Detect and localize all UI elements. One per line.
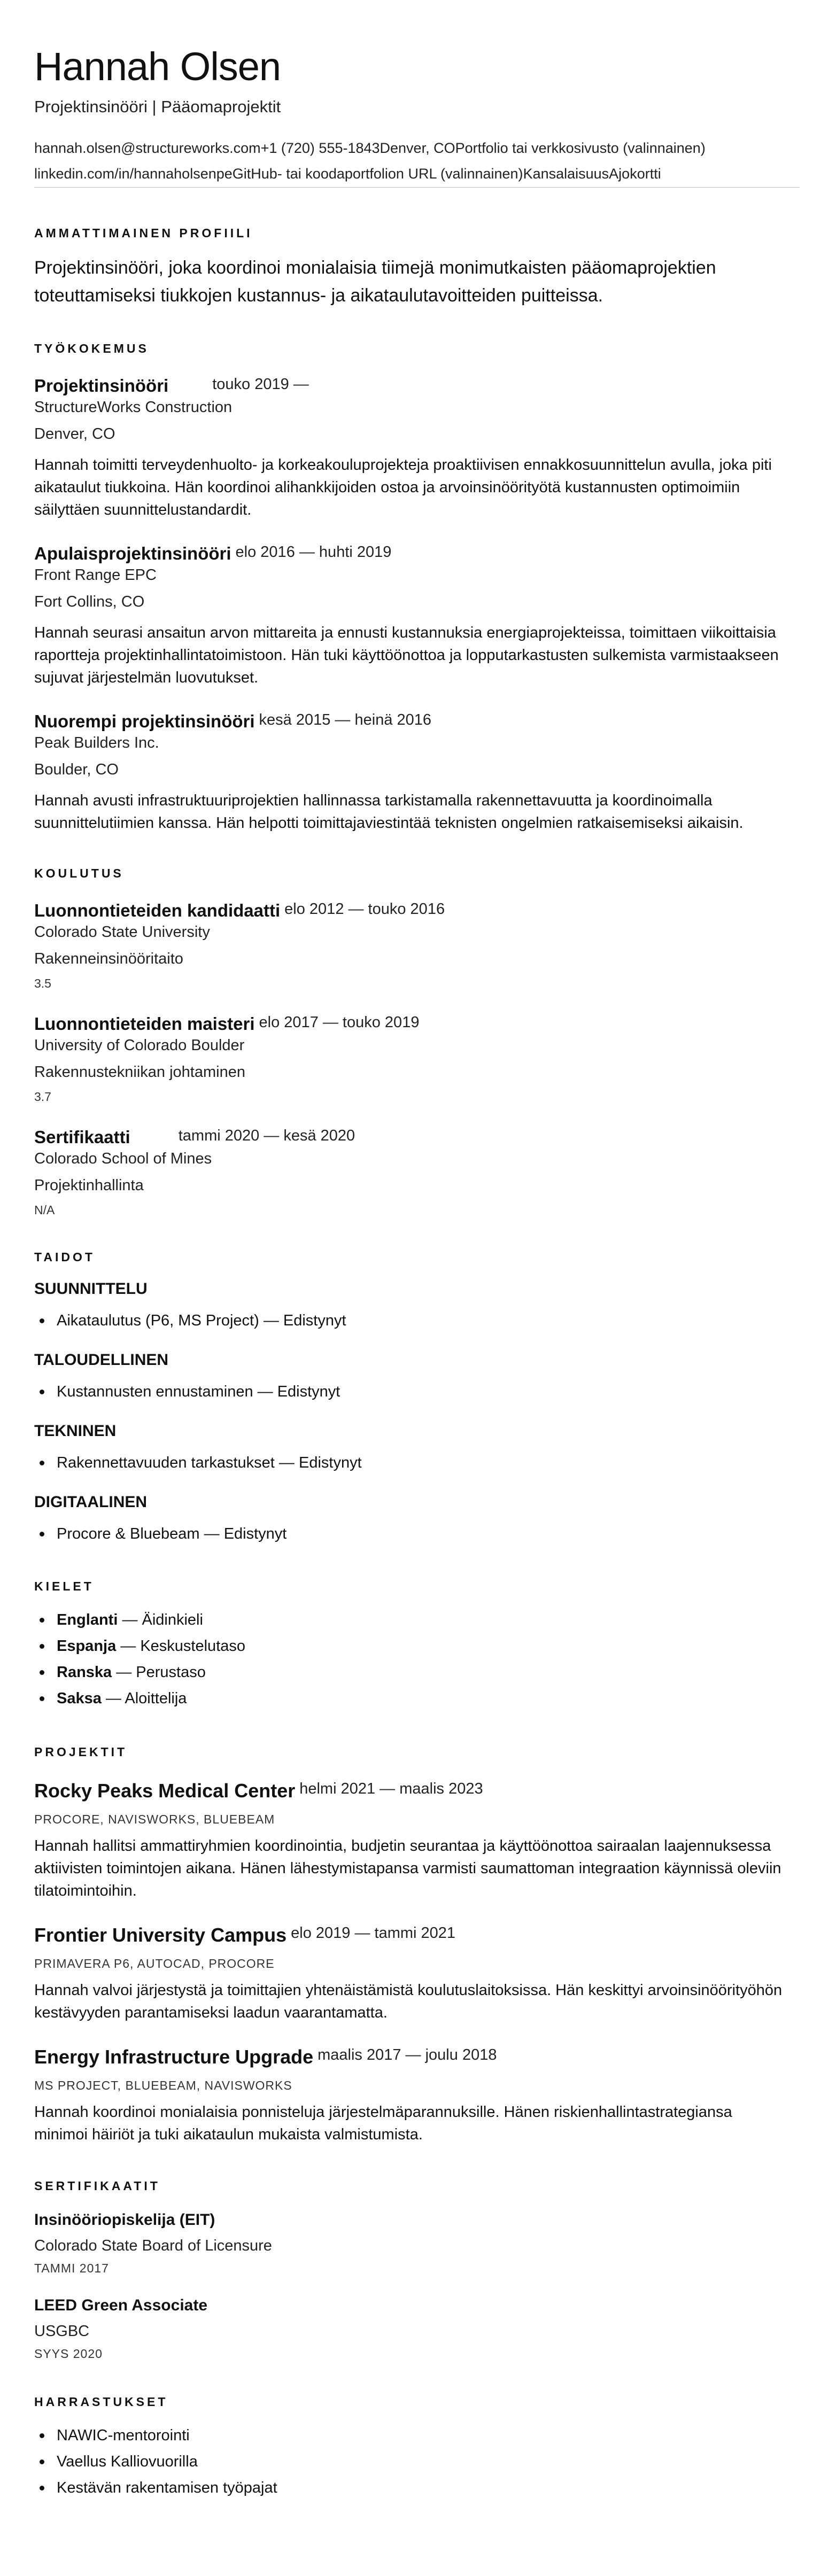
certification-issuer: Colorado State Board of Licensure bbox=[34, 2237, 272, 2254]
resume-header bbox=[0, 0, 821, 183]
skill-list bbox=[34, 1521, 787, 1547]
school-name: University of Colorado Boulder bbox=[34, 1037, 245, 1054]
skill-category: TALOUDELLINEN bbox=[34, 1351, 169, 1369]
project-date: elo 2019 — tammi 2021 bbox=[291, 1925, 456, 1942]
language-item bbox=[34, 1607, 787, 1633]
experience-item bbox=[34, 710, 787, 834]
skill-list bbox=[34, 1379, 787, 1405]
project-description: Hannah valvoi järjestystä ja toimittajien yhtenäistämistä koulutuslaitoksissa. Hän keskittyi arvoinsinöörityöhön kestävyyden parantamiseksi laadun vaarantamatta. bbox=[34, 1982, 783, 2021]
project-item bbox=[34, 2045, 787, 2146]
job-date: touko 2019 — bbox=[212, 376, 309, 393]
language-level: — Äidinkieli bbox=[118, 1611, 203, 1628]
interest-list bbox=[34, 2423, 787, 2501]
language-name: Saksa bbox=[57, 1690, 102, 1707]
project-description: Hannah koordinoi monialaisia ponnisteluja järjestelmäparannuksille. Hänen riskienhallintastrategiansa minimoi häiriöt ja tuki aikataulun mukaista valmistumista. bbox=[34, 2104, 732, 2143]
education-section bbox=[0, 865, 821, 1218]
job-description: Hannah toimitti terveydenhuolto- ja korkeakouluprojekteja proaktiivisen ennakkosuunnittelun avulla, joka piti aikataulut tiukkoina. Hän koordinoi alihankkijoiden ostoa ja arvoinsinöörityötä kustannusten optimoimiin säilyttäen suunnittelustandardit. bbox=[34, 456, 772, 518]
grade: 3.5 bbox=[34, 976, 51, 990]
job-title: Nuorempi projektinsinööri bbox=[34, 711, 255, 731]
contact-line-1 bbox=[34, 139, 787, 157]
certification-issuer: USGBC bbox=[34, 2323, 90, 2340]
language-name: Espanja bbox=[57, 1638, 117, 1655]
job-date: elo 2016 — huhti 2019 bbox=[235, 544, 392, 561]
education-item bbox=[34, 1126, 787, 1218]
section-title-skills: TAIDOT bbox=[34, 1250, 95, 1264]
degree-title: Luonnontieteiden maisteri bbox=[34, 1014, 255, 1034]
degree-date: elo 2017 — touko 2019 bbox=[259, 1014, 420, 1031]
skill-category: DIGITAALINEN bbox=[34, 1493, 148, 1511]
certification-date: TAMMI 2017 bbox=[34, 2261, 109, 2275]
field-of-study: Projektinhallinta bbox=[34, 1177, 144, 1194]
language-level: — Perustaso bbox=[112, 1664, 206, 1681]
experience-item bbox=[34, 542, 787, 689]
contact-phone[interactable]: +1 (720) 555-1843 bbox=[260, 140, 380, 156]
skill-item: Aikataulutus (P6, MS Project) — Edistynyt bbox=[34, 1308, 787, 1334]
section-title-interests: HARRASTUKSET bbox=[34, 2395, 168, 2409]
summary-text: Projektinsinööri, joka koordinoi monialaisia tiimejä monimutkaisten pääomaprojektien toteuttamiseksi tiukkojen kustannus- ja aikataulutavoitteiden puitteissa. bbox=[34, 258, 716, 306]
summary-section bbox=[0, 225, 821, 309]
certifications-section bbox=[0, 2178, 821, 2362]
project-item bbox=[34, 1779, 787, 1902]
interest-item: Kestävän rakentamisen työpajat bbox=[34, 2475, 787, 2501]
contact-line-2 bbox=[34, 165, 787, 183]
degree-title: Sertifikaatti bbox=[34, 1127, 130, 1147]
projects-section bbox=[0, 1744, 821, 2146]
contact-license: Ajokortti bbox=[609, 166, 661, 182]
section-title-certifications: SERTIFIKAATIT bbox=[34, 2179, 160, 2193]
school-name: Colorado School of Mines bbox=[34, 1150, 212, 1167]
project-name: Rocky Peaks Medical Center bbox=[34, 1780, 296, 1802]
skills-section bbox=[0, 1249, 821, 1547]
job-location: Boulder, CO bbox=[34, 761, 119, 778]
degree-date: tammi 2020 — kesä 2020 bbox=[178, 1127, 355, 1144]
headline: Projektinsinööri | Pääomaprojektit bbox=[34, 97, 281, 116]
contact-github[interactable]: peGitHub- tai koodaportfolion URL (valinnainen) bbox=[216, 166, 523, 182]
field-of-study: Rakennustekniikan johtaminen bbox=[34, 1064, 245, 1081]
job-description: Hannah seurasi ansaitun arvon mittareita ja ennusti kustannuksia energiaprojekteissa, toimittaen viikoittaisia raportteja projektinhallintatoimistoon. Hän tuki käyttöönottoa ja lopputarkastusten sulkemista varmistaakseen sujuvat järjestelmän luovutukset. bbox=[34, 624, 779, 686]
degree-title: Luonnontieteiden kandidaatti bbox=[34, 901, 281, 920]
job-title: Apulaisprojektinsinööri bbox=[34, 544, 231, 563]
language-item bbox=[34, 1633, 787, 1659]
school-name: Colorado State University bbox=[34, 924, 210, 941]
certification-date: SYYS 2020 bbox=[34, 2347, 103, 2361]
field-of-study: Rakenneinsinööritaito bbox=[34, 950, 183, 967]
candidate-name: Hannah Olsen bbox=[34, 44, 281, 89]
skill-list bbox=[34, 1308, 787, 1334]
skill-category: TEKNINEN bbox=[34, 1422, 117, 1440]
section-title-projects: PROJEKTIT bbox=[34, 1745, 128, 1759]
section-title-summary: AMMATTIMAINEN PROFIILI bbox=[34, 226, 253, 240]
section-title-education: KOULUTUS bbox=[34, 866, 124, 880]
job-date: kesä 2015 — heinä 2016 bbox=[259, 711, 432, 728]
certification-name: Insinööriopiskelija (EIT) bbox=[34, 2211, 215, 2229]
project-description: Hannah hallitsi ammattiryhmien koordinointia, budjetin seurantaa ja käyttöönottoa sairaalan laajennuksessa aktiivisten toimintojen aikana. Hänen lähestymistapansa varmisti saumattoman integraation käynnissä oleviin tilatoimintoihin. bbox=[34, 1837, 781, 1899]
language-item bbox=[34, 1686, 787, 1712]
certification-item bbox=[34, 2295, 787, 2362]
project-date: helmi 2021 — maalis 2023 bbox=[299, 1780, 483, 1797]
job-company: StructureWorks Construction bbox=[34, 399, 233, 416]
grade: 3.7 bbox=[34, 1090, 51, 1104]
experience-section bbox=[0, 340, 821, 834]
certification-item bbox=[34, 2210, 787, 2276]
interest-item: NAWIC-mentorointi bbox=[34, 2423, 787, 2449]
certification-name: LEED Green Associate bbox=[34, 2296, 208, 2314]
skill-item: Procore & Bluebeam — Edistynyt bbox=[34, 1521, 787, 1547]
section-title-languages: KIELET bbox=[34, 1579, 94, 1593]
project-name: Energy Infrastructure Upgrade bbox=[34, 2046, 314, 2068]
language-item bbox=[34, 1659, 787, 1686]
languages-section bbox=[0, 1578, 821, 1712]
education-item bbox=[34, 899, 787, 991]
grade: N/A bbox=[34, 1203, 55, 1217]
language-list bbox=[34, 1607, 787, 1712]
language-level: — Keskustelutaso bbox=[116, 1638, 246, 1655]
job-company: Front Range EPC bbox=[34, 567, 157, 584]
project-tools: PROCORE, NAVISWORKS, BLUEBEAM bbox=[34, 1812, 275, 1826]
section-title-experience: TYÖKOKEMUS bbox=[34, 342, 149, 355]
contact-location: Denver, CO bbox=[379, 140, 455, 156]
job-description: Hannah avusti infrastruktuuriprojektien hallinnassa tarkistamalla rakennettavuutta ja koordinoimalla suunnittelutiimien kanssa. Hän helpotti toimittajaviestintää teknisten ongelmien ratkaisemiseksi aikaisin. bbox=[34, 792, 743, 832]
skill-category: SUUNNITTELU bbox=[34, 1280, 148, 1298]
job-location: Fort Collins, CO bbox=[34, 593, 145, 610]
degree-date: elo 2012 — touko 2016 bbox=[284, 901, 445, 918]
project-tools: MS PROJECT, BLUEBEAM, NAVISWORKS bbox=[34, 2078, 292, 2092]
job-company: Peak Builders Inc. bbox=[34, 734, 159, 751]
skill-item: Rakennettavuuden tarkastukset — Edistynyt bbox=[34, 1450, 787, 1476]
language-name: Englanti bbox=[57, 1611, 118, 1628]
education-item bbox=[34, 1013, 787, 1105]
contact-email[interactable]: hannah.olsen@structureworks.com bbox=[34, 140, 261, 156]
skill-list bbox=[34, 1450, 787, 1476]
experience-item bbox=[34, 375, 787, 521]
language-name: Ranska bbox=[57, 1664, 112, 1681]
job-location: Denver, CO bbox=[34, 425, 115, 443]
contact-linkedin[interactable]: linkedin.com/in/hannaholsen bbox=[34, 166, 216, 182]
project-tools: PRIMAVERA P6, AUTOCAD, PROCORE bbox=[34, 1957, 275, 1970]
project-name: Frontier University Campus bbox=[34, 1924, 287, 1946]
interests-section bbox=[0, 2394, 821, 2501]
job-title: Projektinsinööri bbox=[34, 376, 169, 395]
interest-item: Vaellus Kalliovuorilla bbox=[34, 2449, 787, 2475]
project-date: maalis 2017 — joulu 2018 bbox=[317, 2046, 497, 2063]
header-divider bbox=[34, 187, 800, 188]
project-item bbox=[34, 1923, 787, 2024]
language-level: — Aloittelija bbox=[101, 1690, 187, 1707]
contact-citizenship: Kansalaisuus bbox=[523, 166, 609, 182]
skill-item: Kustannusten ennustaminen — Edistynyt bbox=[34, 1379, 787, 1405]
contact-portfolio[interactable]: Portfolio tai verkkosivusto (valinnainen) bbox=[455, 140, 706, 156]
